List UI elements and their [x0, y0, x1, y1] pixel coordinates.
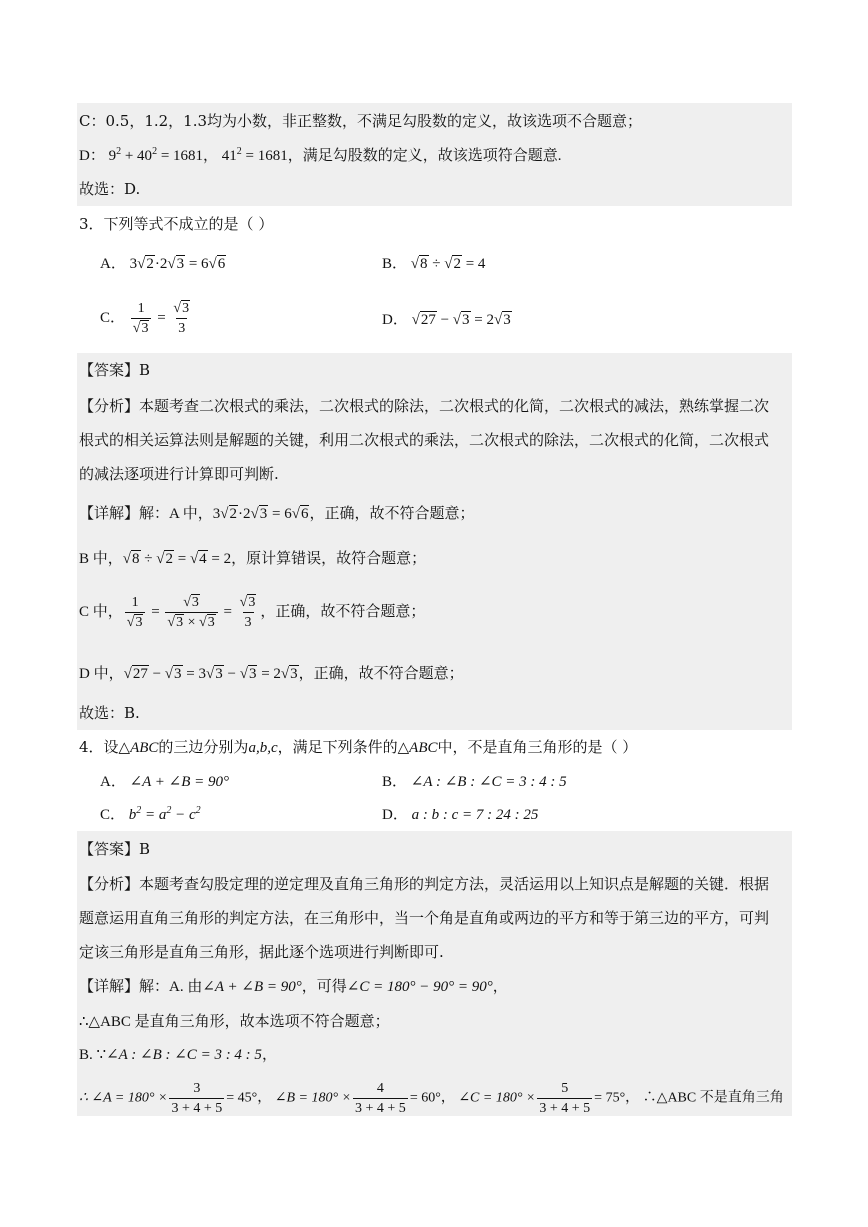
q3-analysis-line-1: 【分析】本题考查二次根式的乘法，二次根式的除法，二次根式的化简，二次根式的减法，熟练掌握二次: [79, 397, 770, 415]
q4-option-a: A． ∠A + ∠B = 90°: [100, 774, 230, 790]
q3-option-c: C． $\frac{1}{√3}$ = $\frac{√3}{3}$: [100, 301, 190, 336]
q4-option-b: B． ∠A : ∠B : ∠C = 3 : 4 : 5: [382, 774, 567, 790]
d-equation-2: $41^2 = 1681$: [221, 146, 288, 164]
q3-detail-c: C 中， $\frac{1}{√3}$ = $\frac{√3}{√3 \times √3}$ = $\frac{√3}{3}$ ，正确，故不符合题意；: [79, 595, 426, 630]
q4-option-d: D． a : b : c = 7 : 24 : 25: [382, 807, 539, 823]
q4-option-c: C． $b^2 = a^2 - c^2$: [100, 805, 201, 823]
q4-therefore-a: ∴△ABC 是直角三角形，故本选项不符合题意；: [79, 1014, 390, 1030]
q3-option-d: D． √27 − √3 = 2√3: [382, 312, 511, 328]
q4-analysis-line-1: 【分析】本题考查勾股定理的逆定理及直角三角形的判定方法，灵活运用以上知识点是解题的关键．根据: [79, 875, 770, 893]
q4-angle-calculation: ∴ ∠A = 180° × $\frac{3}{3 + 4 + 5}$ = 45°， ∠B = 180° × $\frac{4}{3 + 4 + 5}$ = 60°， ∠C = 180° × $\frac{5}{3 + 4 + 5}$ = 75°， ∴△ABC 不是直角三角: [79, 1081, 784, 1116]
q3-analysis-line-3: 的减法逐项进行计算即可判断.: [79, 465, 279, 483]
q4-detail-b: B. ∵∠A : ∠B : ∠C = 3 : 4 : 5，: [79, 1047, 277, 1063]
q3-detail-b: B 中，√8 ÷ √2 = √4 = 2，原计算错误，故符合题意；: [79, 551, 427, 567]
q4-stem: 4．设△ABC的三边分别为a,b,c，满足下列条件的△ABC中，不是直角三角形的是（ ）: [79, 738, 638, 756]
q3-stem: 3．下列等式不成立的是（ ）: [79, 215, 274, 233]
q3-detail-d: D 中，√27 − √3 = 3√3 − √3 = 2√3，正确，故不符合题意；: [79, 666, 464, 682]
q3-analysis-line-2: 根式的相关运算法则是解题的关键，利用二次根式的乘法，二次根式的除法，二次根式的化简，二次根式: [79, 431, 770, 449]
q3-option-b: B． √8 ÷ √2 = 4: [382, 256, 486, 272]
d-equation-1: $9^2 + 40^2 = 1681$: [108, 146, 204, 164]
q3-option-a: A． 3√2·2√3 = 6√6: [100, 256, 226, 272]
q3-final-choice: 故选：B.: [79, 704, 140, 722]
q4-detail-a: 【详解】解：A. 由∠A + ∠B = 90°，可得∠C = 180° − 90° = 90°，: [79, 979, 508, 995]
q4-analysis-line-2: 题意运用直角三角形的判定方法，在三角形中，当一个角是直角或两边的平方和等于第三边的平方，可判: [79, 909, 770, 927]
q2-option-d-explanation: D： $9^2 + 40^2 = 1681$， $41^2 = 1681$，满足勾股数的定义，故该选项符合题意.: [79, 146, 562, 164]
q2-option-c-explanation: C：0.5，1.2，1.3均为小数，非正整数，不满足勾股数的定义，故该选项不合题意；: [79, 112, 643, 130]
q4-answer: 【答案】B: [79, 840, 151, 858]
q3-detail-a: 【详解】解：A 中，3√2·2√3 = 6√6，正确，故不符合题意；: [79, 506, 475, 522]
q4-analysis-line-3: 定该三角形是直角三角形，据此逐个选项进行判断即可.: [79, 943, 444, 961]
q3-answer: 【答案】B: [79, 361, 151, 379]
q2-final-choice: 故选：D.: [79, 180, 141, 198]
